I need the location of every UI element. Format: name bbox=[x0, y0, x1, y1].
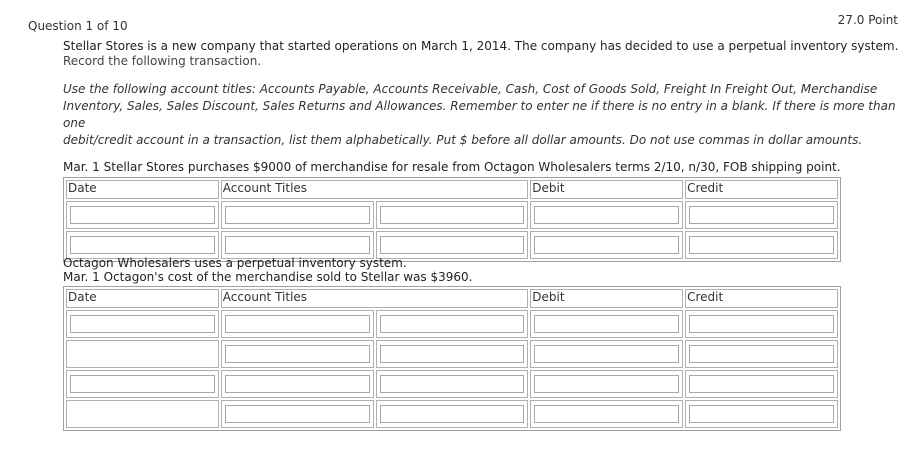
intro-text bbox=[63, 39, 903, 69]
journal-row bbox=[66, 310, 838, 338]
date-header: Date bbox=[66, 180, 219, 199]
credit-header: Credit bbox=[685, 289, 838, 308]
credit-input[interactable] bbox=[689, 206, 834, 224]
journal-header-row bbox=[66, 289, 838, 308]
debit-input[interactable] bbox=[534, 315, 679, 333]
debit-input[interactable] bbox=[534, 236, 679, 254]
account-title-input[interactable] bbox=[380, 375, 525, 393]
journal-table-2 bbox=[63, 286, 841, 431]
account-title-input[interactable] bbox=[380, 315, 525, 333]
credit-input[interactable] bbox=[689, 375, 834, 393]
account-title-input[interactable] bbox=[225, 345, 370, 363]
instructions-line-2: Inventory, Sales, Sales Discount, Sales Returns and Allowances. Remember to enter ne if there is no entry in a blank. If there is more than one bbox=[63, 99, 896, 130]
date-input[interactable] bbox=[70, 206, 215, 224]
account-title-input[interactable] bbox=[380, 236, 525, 254]
debit-input[interactable] bbox=[534, 375, 679, 393]
question-points: 27.0 Point bbox=[837, 13, 898, 27]
account-title-input[interactable] bbox=[225, 315, 370, 333]
octagon-line-1: Octagon Wholesalers uses a perpetual inventory system. bbox=[63, 256, 407, 270]
octagon-text bbox=[63, 256, 472, 284]
credit-input[interactable] bbox=[689, 345, 834, 363]
account-title-input[interactable] bbox=[225, 206, 370, 224]
account-title-input[interactable] bbox=[380, 345, 525, 363]
credit-input[interactable] bbox=[689, 405, 834, 423]
account-title-input[interactable] bbox=[225, 405, 370, 423]
intro-line-1: Stellar Stores is a new company that started operations on March 1, 2014. The company has decided to use a perpetual inventory system. bbox=[63, 39, 899, 53]
instructions-text bbox=[63, 81, 903, 149]
account-title-input[interactable] bbox=[225, 236, 370, 254]
journal-row bbox=[66, 400, 838, 428]
debit-input[interactable] bbox=[534, 206, 679, 224]
instructions-line-1: Use the following account titles: Accounts Payable, Accounts Receivable, Cash, Cost of Goods Sold, Freight In Freight Out, Merchandise bbox=[63, 82, 878, 96]
account-titles-header: Account Titles bbox=[221, 180, 528, 199]
journal-header-row bbox=[66, 180, 838, 199]
intro-line-2: Record the following transaction. bbox=[63, 54, 262, 68]
account-title-input[interactable] bbox=[380, 405, 525, 423]
octagon-line-2: Mar. 1 Octagon's cost of the merchandise sold to Stellar was $3960. bbox=[63, 270, 473, 284]
date-input[interactable] bbox=[70, 315, 215, 333]
date-input[interactable] bbox=[70, 236, 215, 254]
credit-header: Credit bbox=[685, 180, 838, 199]
account-titles-header: Account Titles bbox=[221, 289, 528, 308]
date-header: Date bbox=[66, 289, 219, 308]
journal-row bbox=[66, 201, 838, 229]
debit-header: Debit bbox=[530, 180, 683, 199]
date-input[interactable] bbox=[70, 375, 215, 393]
journal-row bbox=[66, 340, 838, 368]
debit-input[interactable] bbox=[534, 405, 679, 423]
transaction-1-text: Mar. 1 Stellar Stores purchases $9000 of merchandise for resale from Octagon Wholesalers terms 2/10, n/30, FOB shipping point. bbox=[63, 160, 841, 174]
journal-row bbox=[66, 231, 838, 259]
journal-row bbox=[66, 370, 838, 398]
debit-input[interactable] bbox=[534, 345, 679, 363]
debit-header: Debit bbox=[530, 289, 683, 308]
journal-table-1 bbox=[63, 177, 841, 262]
account-title-input[interactable] bbox=[225, 375, 370, 393]
question-number: Question 1 of 10 bbox=[28, 19, 128, 33]
question-content bbox=[63, 39, 903, 174]
credit-input[interactable] bbox=[689, 315, 834, 333]
instructions-line-3: debit/credit account in a transaction, list them alphabetically. Put $ before all dollar amounts. Do not use commas in dollar amounts. bbox=[63, 133, 863, 147]
account-title-input[interactable] bbox=[380, 206, 525, 224]
credit-input[interactable] bbox=[689, 236, 834, 254]
